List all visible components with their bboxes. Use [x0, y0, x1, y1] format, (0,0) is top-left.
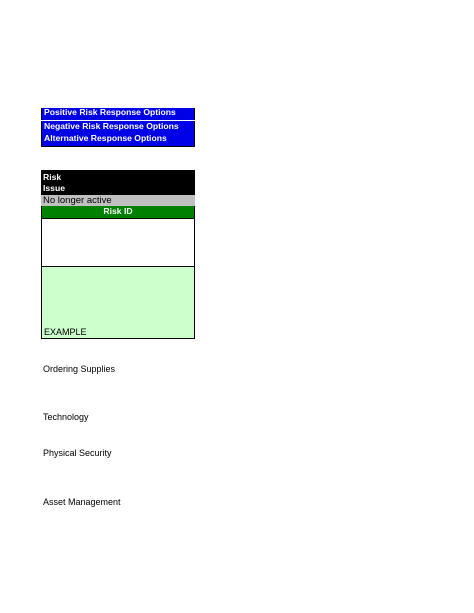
- example-label: EXAMPLE: [44, 327, 87, 337]
- category-ordering-supplies: Ordering Supplies: [43, 364, 116, 374]
- example-cell: [41, 267, 195, 339]
- positive-response-options-row: Positive Risk Response Options: [41, 108, 195, 120]
- category-technology: Technology: [43, 412, 89, 422]
- risk-id-header: Risk ID: [41, 206, 195, 218]
- issue-legend-row: Issue: [41, 182, 195, 195]
- risk-legend-row: Risk: [41, 170, 195, 182]
- inactive-legend-row: No longer active: [41, 195, 195, 206]
- category-asset-management: Asset Management: [43, 497, 121, 507]
- negative-response-options-row: Negative Risk Response Options: [41, 121, 195, 133]
- risk-id-cell: [41, 218, 195, 267]
- category-physical-security: Physical Security: [43, 448, 112, 458]
- alternative-response-options-row: Alternative Response Options: [41, 133, 195, 147]
